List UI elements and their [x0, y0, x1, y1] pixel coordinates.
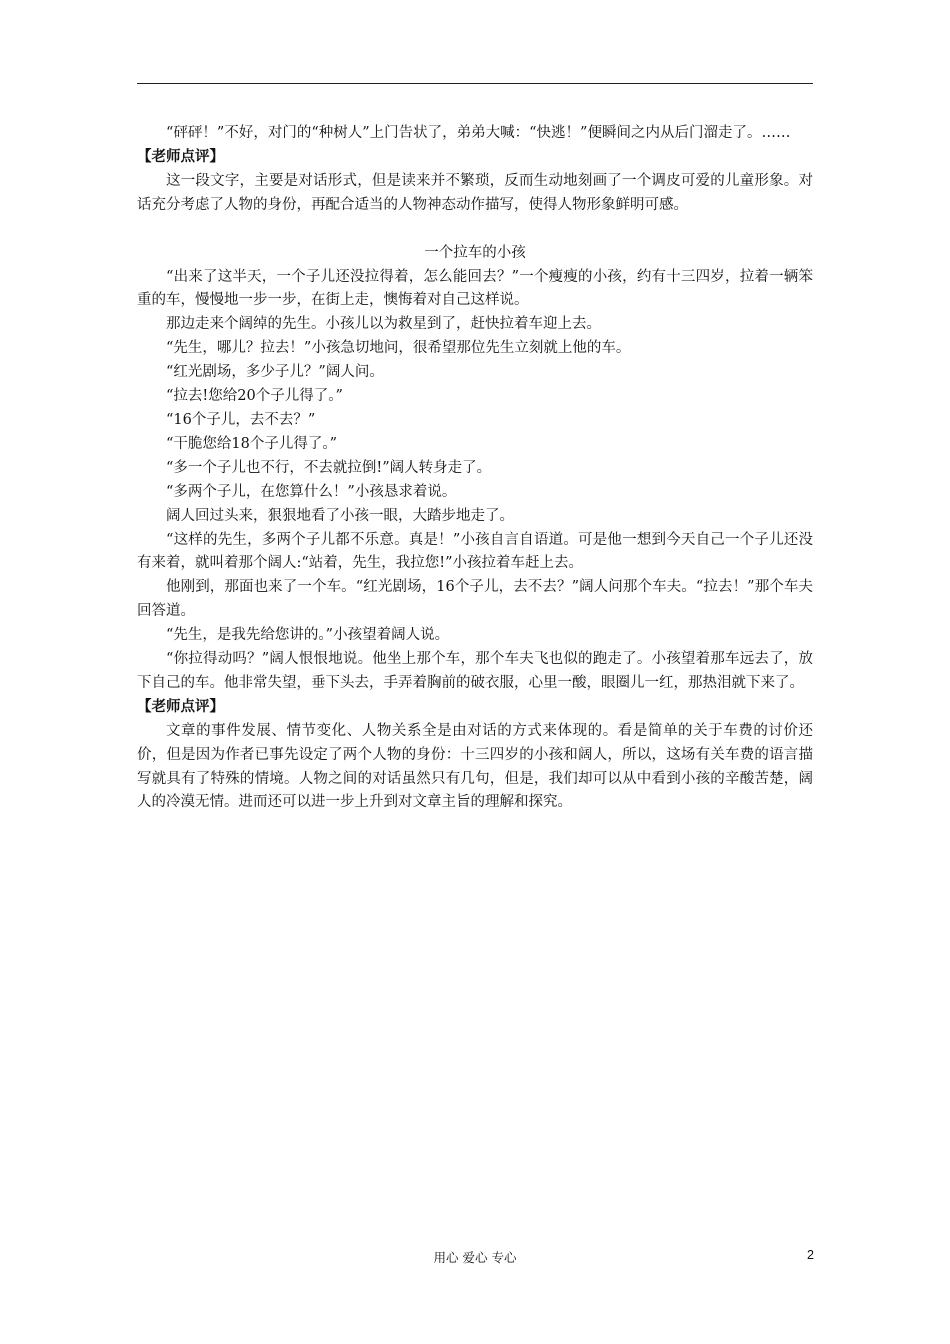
story-paragraph: “16个子儿，去不去？”	[166, 411, 316, 428]
story-paragraph: “多一个子儿也不行，不去就拉倒!”阔人转身走了。	[166, 459, 492, 476]
story-title: 一个拉车的小孩	[424, 244, 526, 261]
story-paragraph: 他刚到，那面也来了一个车。“红光剧场，16个子儿，去不去？”阔人问那个车夫。“拉去！”那个车夫回答道。	[137, 579, 813, 620]
story-paragraph: “出来了这半天，一个子儿还没拉得着，怎么能回去？”一个瘦瘦的小孩，约有十三四岁，拉着一辆笨重的车，慢慢地一步一步，在街上走，懊悔着对自己这样说。	[137, 268, 813, 309]
teacher-review-text: 文章的事件发展、情节变化、人物关系全是由对话的方式来体现的。看是简单的关于车费的讨价还价，但是因为作者已事先设定了两个人物的身份：十三四岁的小孩和阔人，所以，这场有关车费的语言描写就具有了特殊的情境。人物之间的对话虽然只有几句，但是，我们却可以从中看到小孩的辛酸苦楚，阔人的冷漠无情。进而还可以进一步上升到对文章主旨的理解和探究。	[137, 722, 813, 811]
story-paragraph: “多两个子儿，在您算什么！”小孩恳求着说。	[166, 483, 457, 500]
story-paragraph: “拉去!您给20个子儿得了。”	[166, 388, 343, 405]
story-paragraph: “你拉得动吗？”阔人恨恨地说。他坐上那个车，那个车夫飞也似的跑走了。小孩望着那车远去了，放下自己的车。他非常失望，垂下头去，手弄着胸前的破衣服，心里一酸，眼圈儿一红，那热泪就下来了。	[137, 651, 813, 691]
story-paragraph: “先生，哪儿？拉去！”小孩急切地问，很希望那位先生立刻就上他的车。	[166, 340, 631, 357]
header-rule	[137, 83, 813, 84]
teacher-review-text: 这一段文字，主要是对话形式，但是读来并不繁琐，反而生动地刻画了一个调皮可爱的儿童形象。对话充分考虑了人物的身份，再配合适当的人物神态动作描写，使得人物形象鲜明可感。	[137, 172, 813, 213]
story-paragraph: 阔人回过头来，狠狠地看了小孩一眼，大踏步地走了。	[166, 507, 514, 524]
story-paragraph: “干脆您给18个子儿得了。”	[166, 435, 338, 452]
page-footer	[0, 1248, 950, 1268]
document-body	[137, 122, 813, 815]
story-paragraph: “红光剧场，多少子儿？”阔人问。	[166, 364, 384, 381]
footer-motto: 用心 爱心 专心	[433, 1250, 517, 1265]
page-number: 2	[807, 1248, 814, 1262]
story-paragraph: “这样的先生，多两个子儿都不乐意。真是！”小孩自言自语道。可是他一想到今天自己一个子儿还没有来着，就叫着那个阔人:“站着，先生，我拉您!”小孩拉着车赶上去。	[137, 531, 813, 572]
story-paragraph: 那边走来个阔绰的先生。小孩儿以为救星到了，赶快拉着车迎上去。	[166, 316, 601, 333]
story-paragraph: “先生，是我先给您讲的。”小孩望着阔人说。	[166, 627, 450, 644]
teacher-review-label: 【老师点评】	[137, 148, 224, 165]
section-gap	[137, 218, 813, 242]
opening-paragraph: “砰砰！”不好，对门的“种树人”上门告状了，弟弟大喊：“快逃！”便瞬间之内从后门溜走了。……	[166, 125, 791, 141]
teacher-review-label: 【老师点评】	[137, 698, 224, 715]
